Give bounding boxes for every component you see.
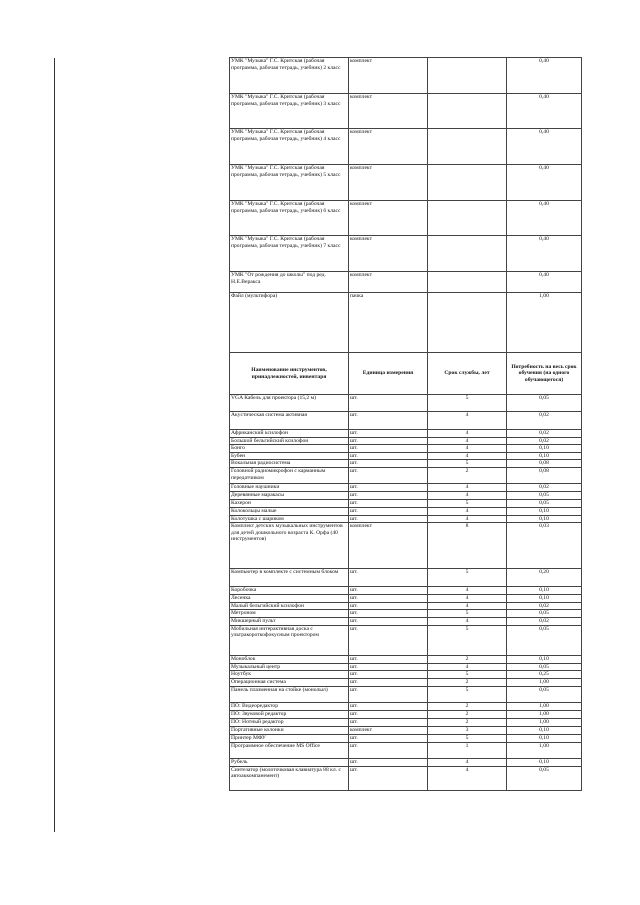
- header-need: Потребность на весь срок обучения (на одного обучающегося): [507, 353, 582, 395]
- service-life-cell: 5: [428, 625, 507, 655]
- service-life-cell: 4: [428, 595, 507, 603]
- equipment-row: [230, 468, 582, 484]
- item-name-cell: УМК "Музыка" Г.С. Критская (рабочая программа, рабочая тетрадь, учебник) 5 класс: [230, 165, 349, 201]
- equipment-row: [230, 711, 582, 719]
- unit-cell: шт.: [349, 671, 428, 679]
- need-cell: 0,02: [507, 484, 582, 492]
- item-name-cell: Мобильная интерактивная доска с ультракороткофокусным проектором: [230, 625, 349, 655]
- unit-cell: шт.: [349, 766, 428, 790]
- unit-cell: шт.: [349, 484, 428, 492]
- item-name-cell: УМК "Музыка" Г.С. Критская (рабочая программа, рабочая тетрадь, учебник) 6 класс: [230, 201, 349, 236]
- item-name-cell: Моноблок: [230, 655, 349, 663]
- left-margin-rule: [54, 58, 55, 832]
- item-name-cell: Компьютер в комплекте с системным блоком: [230, 569, 349, 587]
- unit-cell: комплект: [349, 727, 428, 735]
- item-name-cell: Микшерный пульт: [230, 618, 349, 626]
- item-name-cell: УМК "Музыка" Г.С. Критская (рабочая программа, рабочая тетрадь, учебник) 4 класс: [230, 129, 349, 165]
- item-name-cell: Лесенка: [230, 595, 349, 603]
- equipment-row: [230, 395, 582, 412]
- equipment-header-section: [230, 353, 582, 395]
- unit-cell: шт.: [349, 742, 428, 758]
- equipment-row: [230, 671, 582, 679]
- service-life-cell: 2: [428, 679, 507, 687]
- item-name-cell: Головные наушники: [230, 484, 349, 492]
- equipment-row: [230, 452, 582, 460]
- item-name-cell: Малый бельгийский ксилофон: [230, 602, 349, 610]
- unit-cell: шт.: [349, 602, 428, 610]
- service-life-cell: 4: [428, 484, 507, 492]
- equipment-row: [230, 492, 582, 500]
- item-name-cell: Колотушка с шариком: [230, 515, 349, 523]
- service-life-cell: 4: [428, 437, 507, 445]
- material-row: [230, 129, 582, 165]
- unit-cell: шт.: [349, 430, 428, 438]
- header-unit: Единица измерения: [349, 353, 428, 395]
- item-name-cell: Операционная система: [230, 679, 349, 687]
- material-row: [230, 272, 582, 293]
- item-name-cell: Комплект детских музыкальных инструментов для детей дошкольного возраста К. Орфа (40 инструментов): [230, 523, 349, 569]
- equipment-row: [230, 587, 582, 595]
- service-life-cell: 2: [428, 719, 507, 727]
- equipment-row: [230, 430, 582, 438]
- unit-cell: шт.: [349, 395, 428, 412]
- service-life-cell: 4: [428, 515, 507, 523]
- service-life-cell: 5: [428, 687, 507, 703]
- item-name-cell: ПО: Звуковой редактор: [230, 711, 349, 719]
- unit-cell: шт.: [349, 703, 428, 711]
- need-cell: 0,10: [507, 515, 582, 523]
- unit-cell: комплект: [349, 129, 428, 165]
- need-cell: 1,00: [507, 703, 582, 711]
- need-cell: 0,10: [507, 587, 582, 595]
- need-cell: 0,02: [507, 618, 582, 626]
- equipment-section: [230, 395, 582, 791]
- need-cell: 0,05: [507, 610, 582, 618]
- service-life-cell: [428, 293, 507, 353]
- unit-cell: шт.: [349, 460, 428, 468]
- item-name-cell: Бонго: [230, 445, 349, 453]
- unit-cell: комплект: [349, 94, 428, 129]
- material-row: [230, 201, 582, 236]
- need-cell: 0,05: [507, 766, 582, 790]
- service-life-cell: 5: [428, 500, 507, 508]
- equipment-row: [230, 569, 582, 587]
- need-cell: 1,00: [507, 719, 582, 727]
- need-cell: 0,08: [507, 460, 582, 468]
- need-cell: 1,00: [507, 293, 582, 353]
- service-life-cell: 5: [428, 569, 507, 587]
- service-life-cell: 4: [428, 602, 507, 610]
- service-life-cell: 5: [428, 734, 507, 742]
- equipment-table: [229, 57, 582, 791]
- service-life-cell: [428, 165, 507, 201]
- need-cell: 0,02: [507, 437, 582, 445]
- equipment-row: [230, 515, 582, 523]
- need-cell: 0,08: [507, 468, 582, 484]
- equipment-row: [230, 703, 582, 711]
- material-row: [230, 165, 582, 201]
- unit-cell: шт.: [349, 711, 428, 719]
- need-cell: 0,40: [507, 236, 582, 272]
- unit-cell: шт.: [349, 515, 428, 523]
- need-cell: 1,00: [507, 742, 582, 758]
- item-name-cell: Рубель: [230, 758, 349, 766]
- need-cell: 0,10: [507, 734, 582, 742]
- unit-cell: комплект: [349, 236, 428, 272]
- equipment-row: [230, 618, 582, 626]
- equipment-row: [230, 500, 582, 508]
- item-name-cell: Вокальная радиосистема: [230, 460, 349, 468]
- materials-section: [230, 58, 582, 353]
- item-name-cell: Колокольцы малые: [230, 507, 349, 515]
- equipment-row: [230, 679, 582, 687]
- need-cell: 0,40: [507, 129, 582, 165]
- service-life-cell: [428, 201, 507, 236]
- equipment-row: [230, 727, 582, 735]
- need-cell: 0,02: [507, 602, 582, 610]
- service-life-cell: 2: [428, 703, 507, 711]
- item-name-cell: Деревянные маракасы: [230, 492, 349, 500]
- unit-cell: шт.: [349, 500, 428, 508]
- need-cell: 0,10: [507, 655, 582, 663]
- unit-cell: шт.: [349, 679, 428, 687]
- service-life-cell: 4: [428, 587, 507, 595]
- service-life-cell: 4: [428, 507, 507, 515]
- unit-cell: шт.: [349, 452, 428, 460]
- unit-cell: шт.: [349, 719, 428, 727]
- service-life-cell: 4: [428, 452, 507, 460]
- item-name-cell: Синтезатор (молоточковая клавиатура 88 кл. с автоаккомпанемент): [230, 766, 349, 790]
- need-cell: 0,02: [507, 430, 582, 438]
- equipment-row: [230, 460, 582, 468]
- service-life-cell: 4: [428, 430, 507, 438]
- unit-cell: шт.: [349, 587, 428, 595]
- unit-cell: пачка: [349, 293, 428, 353]
- service-life-cell: 2: [428, 711, 507, 719]
- material-row: [230, 293, 582, 353]
- equipment-row: [230, 484, 582, 492]
- item-name-cell: Программное обеспечение MS Office: [230, 742, 349, 758]
- service-life-cell: 8: [428, 523, 507, 569]
- need-cell: 0,40: [507, 94, 582, 129]
- equipment-row: [230, 507, 582, 515]
- need-cell: 0,02: [507, 412, 582, 430]
- service-life-cell: 4: [428, 412, 507, 430]
- service-life-cell: 4: [428, 758, 507, 766]
- equipment-row: [230, 412, 582, 430]
- unit-cell: комплект: [349, 58, 428, 94]
- need-cell: 0,10: [507, 727, 582, 735]
- need-cell: 1,00: [507, 711, 582, 719]
- item-name-cell: Коробочка: [230, 587, 349, 595]
- unit-cell: шт.: [349, 492, 428, 500]
- item-name-cell: Принтер МФУ: [230, 734, 349, 742]
- item-name-cell: VGA Кабель для проектора (15,2 м): [230, 395, 349, 412]
- equipment-row: [230, 655, 582, 663]
- unit-cell: шт.: [349, 655, 428, 663]
- item-name-cell: УМК "Музыка" Г.С. Критская (рабочая программа, рабочая тетрадь, учебник) 7 класс: [230, 236, 349, 272]
- need-cell: 0,10: [507, 445, 582, 453]
- need-cell: 0,40: [507, 272, 582, 293]
- unit-cell: шт.: [349, 663, 428, 671]
- unit-cell: комплект: [349, 272, 428, 293]
- service-life-cell: 2: [428, 468, 507, 484]
- need-cell: 0,40: [507, 201, 582, 236]
- unit-cell: шт.: [349, 595, 428, 603]
- service-life-cell: [428, 272, 507, 293]
- need-cell: 1,00: [507, 679, 582, 687]
- equipment-row: [230, 437, 582, 445]
- service-life-cell: 3: [428, 727, 507, 735]
- table-header-row: [230, 353, 582, 395]
- item-name-cell: Головной радиомикрофон с карманным передатчиком: [230, 468, 349, 484]
- unit-cell: шт.: [349, 437, 428, 445]
- need-cell: 0,05: [507, 395, 582, 412]
- item-name-cell: ПО: Видеоредактор: [230, 703, 349, 711]
- unit-cell: шт.: [349, 687, 428, 703]
- item-name-cell: ПО: Нотный редактор: [230, 719, 349, 727]
- need-cell: 0,10: [507, 507, 582, 515]
- unit-cell: шт.: [349, 569, 428, 587]
- need-cell: 0,03: [507, 523, 582, 569]
- item-name-cell: Портативные колонки: [230, 727, 349, 735]
- unit-cell: шт.: [349, 507, 428, 515]
- need-cell: 0,10: [507, 758, 582, 766]
- material-row: [230, 236, 582, 272]
- need-cell: 0,40: [507, 165, 582, 201]
- item-name-cell: Большой бельгийский ксилофон: [230, 437, 349, 445]
- service-life-cell: [428, 94, 507, 129]
- unit-cell: комплект: [349, 523, 428, 569]
- service-life-cell: 4: [428, 492, 507, 500]
- unit-cell: шт.: [349, 412, 428, 430]
- equipment-row: [230, 602, 582, 610]
- service-life-cell: [428, 236, 507, 272]
- need-cell: 0,40: [507, 58, 582, 94]
- unit-cell: комплект: [349, 201, 428, 236]
- service-life-cell: 1: [428, 742, 507, 758]
- unit-cell: шт.: [349, 758, 428, 766]
- item-name-cell: Файл (мультифора): [230, 293, 349, 353]
- need-cell: 0,05: [507, 625, 582, 655]
- header-life: Срок службы, лет: [428, 353, 507, 395]
- item-name-cell: Акустическая система активная: [230, 412, 349, 430]
- equipment-row: [230, 445, 582, 453]
- header-name: Наименование инструментов, принадлежностей, инвентаря: [230, 353, 349, 395]
- item-name-cell: УМК "Музыка" Г.С. Критская (рабочая программа, рабочая тетрадь, учебник) 3 класс: [230, 94, 349, 129]
- need-cell: 0,20: [507, 569, 582, 587]
- service-life-cell: [428, 129, 507, 165]
- service-life-cell: 5: [428, 610, 507, 618]
- equipment-row: [230, 595, 582, 603]
- service-life-cell: [428, 58, 507, 94]
- service-life-cell: 4: [428, 618, 507, 626]
- item-name-cell: Метроном: [230, 610, 349, 618]
- need-cell: 0,10: [507, 595, 582, 603]
- item-name-cell: Музыкальный центр: [230, 663, 349, 671]
- item-name-cell: Африканский ксилофон: [230, 430, 349, 438]
- service-life-cell: 4: [428, 766, 507, 790]
- need-cell: 0,10: [507, 452, 582, 460]
- item-name-cell: Бубен: [230, 452, 349, 460]
- unit-cell: шт.: [349, 610, 428, 618]
- item-name-cell: УМК "От рождения до школы" под ред. Н.Е.Веракса: [230, 272, 349, 293]
- need-cell: 0,05: [507, 663, 582, 671]
- item-name-cell: Ноутбук: [230, 671, 349, 679]
- equipment-row: [230, 687, 582, 703]
- unit-cell: шт.: [349, 625, 428, 655]
- material-row: [230, 94, 582, 129]
- need-cell: 0,05: [507, 492, 582, 500]
- equipment-row: [230, 719, 582, 727]
- equipment-row: [230, 625, 582, 655]
- equipment-row: [230, 663, 582, 671]
- item-name-cell: УМК "Музыка" Г.С. Критская (рабочая программа, рабочая тетрадь, учебник) 2 класс: [230, 58, 349, 94]
- equipment-row: [230, 610, 582, 618]
- service-life-cell: 5: [428, 671, 507, 679]
- equipment-row: [230, 734, 582, 742]
- service-life-cell: 2: [428, 655, 507, 663]
- unit-cell: комплект: [349, 165, 428, 201]
- service-life-cell: 4: [428, 445, 507, 453]
- equipment-row: [230, 742, 582, 758]
- need-cell: 0,05: [507, 500, 582, 508]
- service-life-cell: 5: [428, 460, 507, 468]
- item-name-cell: Кахерон: [230, 500, 349, 508]
- item-name-cell: Панель плазменная на стойке (монолыл): [230, 687, 349, 703]
- unit-cell: шт.: [349, 468, 428, 484]
- service-life-cell: 5: [428, 395, 507, 412]
- unit-cell: шт.: [349, 618, 428, 626]
- equipment-row: [230, 766, 582, 790]
- unit-cell: шт.: [349, 445, 428, 453]
- equipment-row: [230, 523, 582, 569]
- equipment-row: [230, 758, 582, 766]
- material-row: [230, 58, 582, 94]
- unit-cell: шт.: [349, 734, 428, 742]
- service-life-cell: 4: [428, 663, 507, 671]
- need-cell: 0,05: [507, 687, 582, 703]
- need-cell: 0,25: [507, 671, 582, 679]
